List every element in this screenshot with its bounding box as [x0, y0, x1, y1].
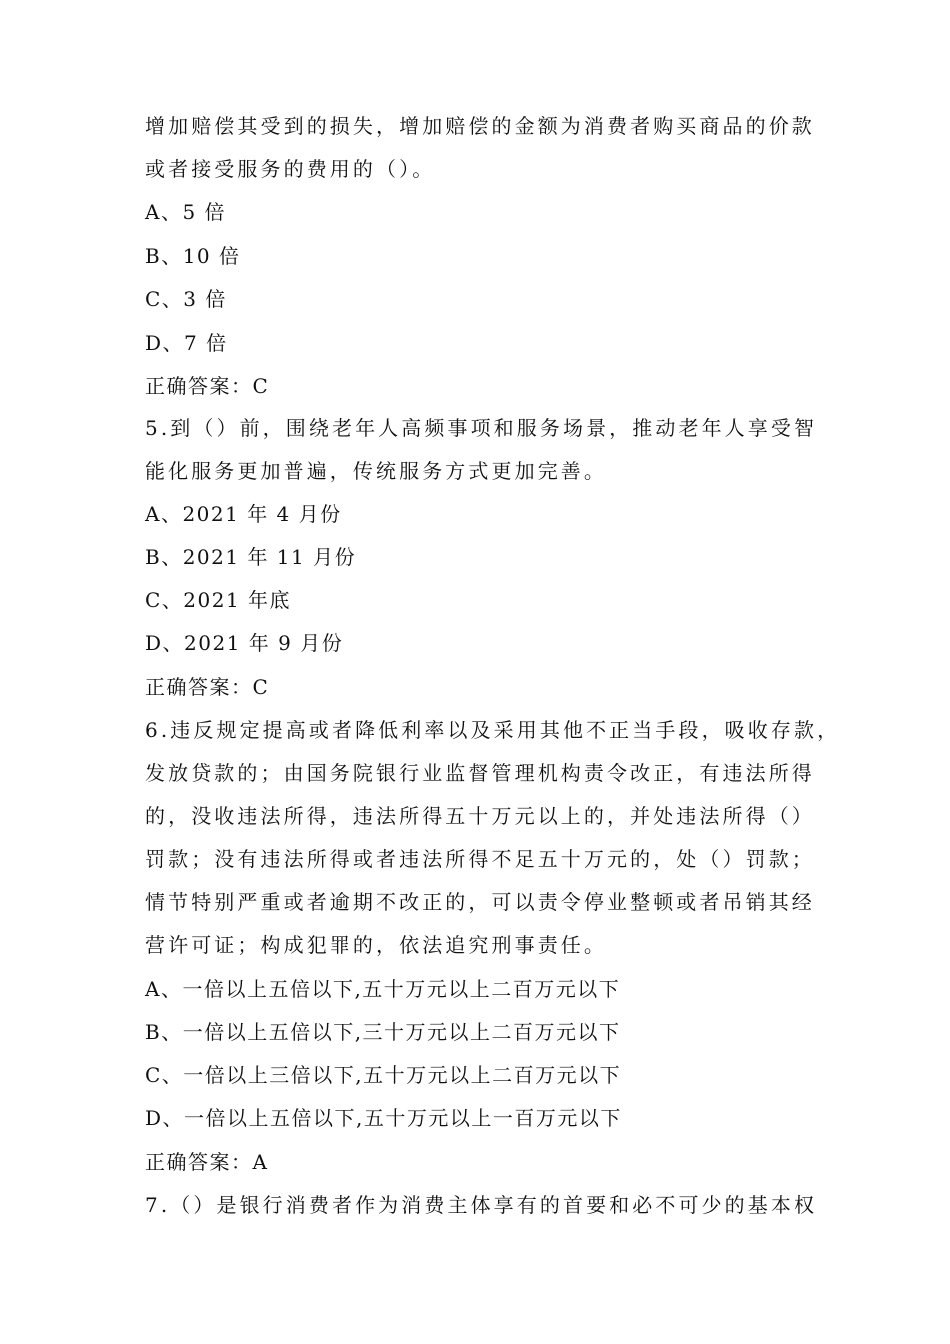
q5-stem-line-2: 能化服务更加普遍，传统服务方式更加完善。 [145, 459, 607, 483]
q6-stem-line-6: 营许可证；构成犯罪的，依法追究刑事责任。 [145, 933, 607, 957]
q6-option-c: C、一倍以上三倍以下,五十万元以上二百万元以下 [145, 1063, 622, 1087]
q5-stem-line-1: 5.到（）前，围绕老年人高频事项和服务场景，推动老年人享受智 [145, 416, 818, 440]
q4-stem-line-2: 或者接受服务的费用的（）。 [145, 157, 436, 181]
q6-option-d: D、一倍以上五倍以下,五十万元以上一百万元以下 [145, 1106, 622, 1130]
q6-stem-line-4: 罚款；没有违法所得或者违法所得不足五十万元的，处（）罚款； [145, 847, 815, 871]
q5-option-a: A、2021 年 4 月份 [145, 502, 342, 526]
q4-option-b: B、10 倍 [145, 244, 241, 268]
q6-stem-line-3: 的，没收违法所得，违法所得五十万元以上的，并处违法所得（） [145, 804, 815, 828]
q5-option-d: D、2021 年 9 月份 [145, 631, 344, 655]
q4-option-a: A、5 倍 [145, 200, 227, 224]
q6-stem-line-1: 6.违反规定提高或者降低利率以及采用其他不正当手段，吸收存款， [145, 718, 841, 742]
q4-option-d: D、7 倍 [145, 331, 228, 355]
q4-stem-line-1: 增加赔偿其受到的损失，增加赔偿的金额为消费者购买商品的价款 [145, 114, 815, 138]
q6-option-a: A、一倍以上五倍以下,五十万元以上二百万元以下 [145, 977, 621, 1001]
q6-stem-line-5: 情节特别严重或者逾期不改正的，可以责令停业整顿或者吊销其经 [145, 890, 815, 914]
q6-answer: 正确答案：A [145, 1150, 269, 1174]
q6-stem-line-2: 发放贷款的；由国务院银行业监督管理机构责令改正，有违法所得 [145, 761, 815, 785]
q5-option-b: B、2021 年 11 月份 [145, 545, 357, 569]
q4-answer: 正确答案：C [145, 374, 270, 398]
q5-option-c: C、2021 年底 [145, 588, 292, 612]
q6-option-b: B、一倍以上五倍以下,三十万元以上二百万元以下 [145, 1020, 621, 1044]
q7-stem-line-1: 7.（）是银行消费者作为消费主体享有的首要和必不可少的基本权 [145, 1193, 818, 1217]
q5-answer: 正确答案：C [145, 675, 270, 699]
q4-option-c: C、3 倍 [145, 287, 227, 311]
